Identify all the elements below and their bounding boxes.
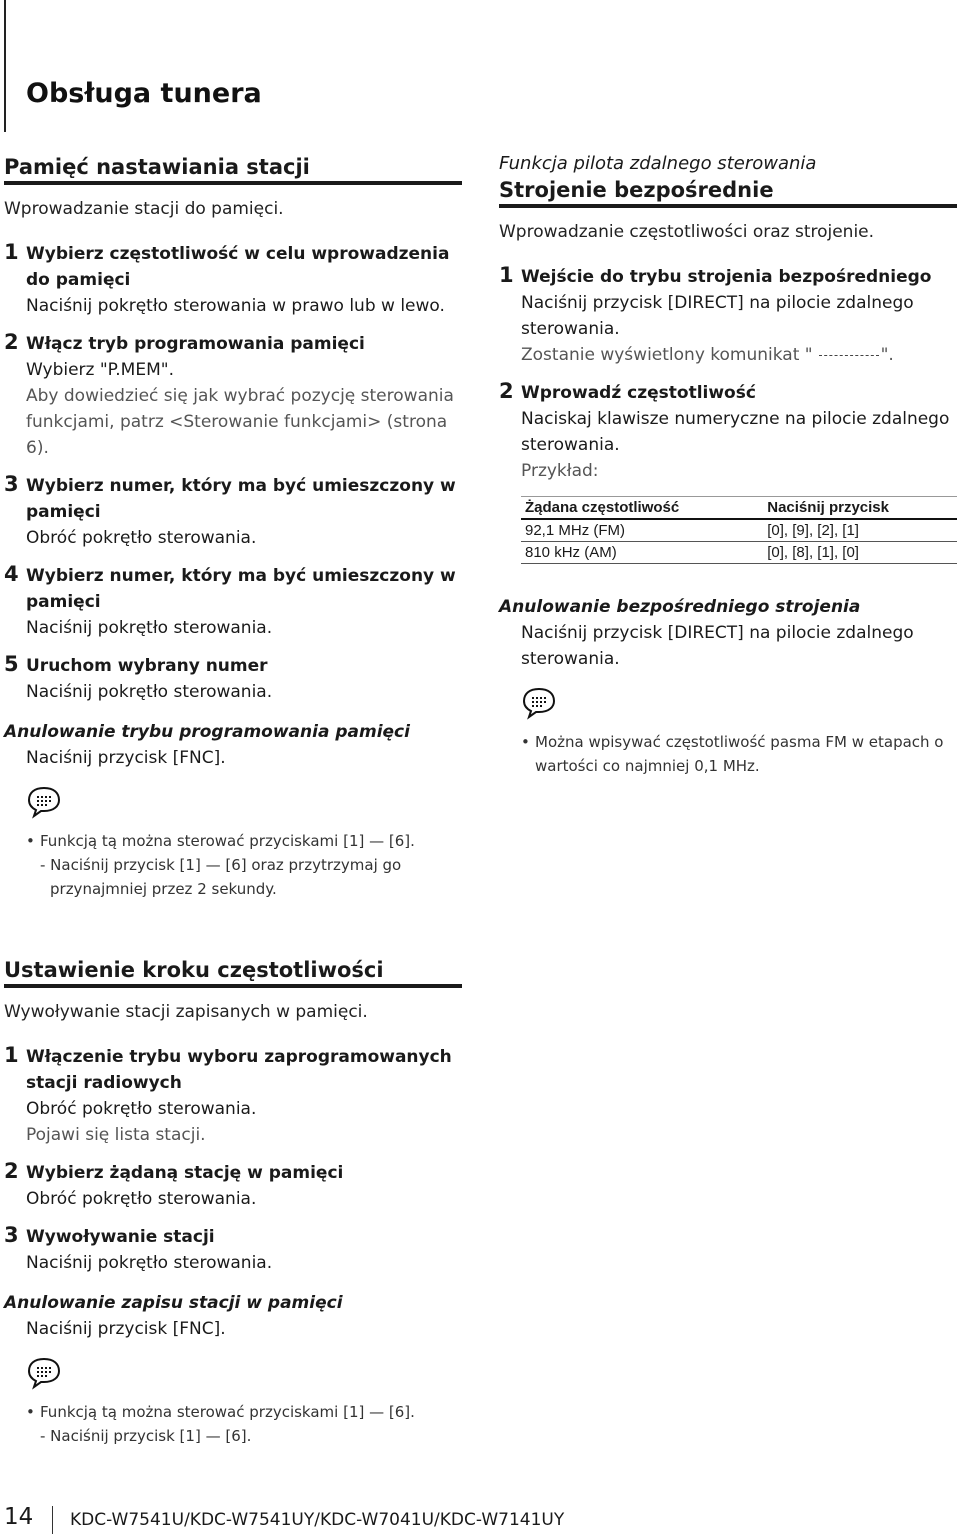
step-title: Wybierz żądaną stację w pamięci <box>26 1163 344 1183</box>
step-action: Obróć pokrętło sterowania. <box>26 1099 257 1119</box>
cancel-action: Naciśnij przycisk [FNC]. <box>26 748 226 768</box>
cancel-action: Naciśnij przycisk [DIRECT] na pilocie zdalnego sterowania. <box>521 623 914 669</box>
step <box>4 563 462 641</box>
step-action: Naciśnij pokrętło sterowania w prawo lub w lewo. <box>26 296 445 316</box>
note-item <box>4 1400 462 1424</box>
step-title: Wybierz częstotliwość w celu wprowadzenia do pamięci <box>26 244 450 290</box>
step-title: Uruchom wybrany numer <box>26 656 268 676</box>
table-header: Żądana częstotliwość <box>521 497 763 520</box>
step <box>4 1160 462 1212</box>
step-title: Wybierz numer, który ma być umieszczony w pamięci <box>26 476 456 522</box>
section-memory <box>4 155 462 901</box>
step-title: Wybierz numer, który ma być umieszczony w pamięci <box>26 566 456 612</box>
cancel-title: Anulowanie trybu programowania pamięci <box>4 722 410 742</box>
step-note-text: Zostanie wyświetlony komunikat " <box>521 345 813 365</box>
step-action: Naciśnij przycisk [DIRECT] na pilocie zdalnego sterowania. <box>521 293 914 339</box>
table-cell: 810 kHz (AM) <box>521 542 763 564</box>
step-note: Przykład: <box>521 461 599 481</box>
note-icon <box>26 1356 62 1390</box>
step-number: 5 <box>4 652 19 676</box>
cancel-title: Anulowanie bezpośredniego strojenia <box>499 597 861 617</box>
step <box>4 653 462 705</box>
step-note <box>521 342 957 368</box>
section-direct <box>499 153 957 778</box>
table-header-row <box>521 497 957 520</box>
frequency-table <box>521 496 957 564</box>
step-action: Obróć pokrętło sterowania. <box>26 528 257 548</box>
step <box>4 1224 462 1276</box>
step-number: 3 <box>4 472 19 496</box>
step-number: 1 <box>4 240 19 264</box>
section-heading: Ustawienie kroku częstotliwości <box>4 958 462 988</box>
step-number: 2 <box>4 330 19 354</box>
bullet: • <box>521 733 530 751</box>
step-number: 3 <box>4 1223 19 1247</box>
footer-divider <box>52 1506 53 1534</box>
bullet: • <box>26 1403 35 1421</box>
page-number: 14 <box>4 1504 34 1530</box>
step-action: Naciskaj klawisze numeryczne na pilocie zdalnego sterowania. <box>521 409 950 455</box>
step-note-tail: ". <box>880 345 894 365</box>
dash-placeholder <box>819 355 879 356</box>
note-text: Funkcją tą można sterować przyciskami [1] — [6]. <box>40 832 415 850</box>
step <box>4 473 462 551</box>
section-heading: Strojenie bezpośrednie <box>499 178 957 208</box>
margin-rule <box>4 0 6 132</box>
model-list: KDC-W7541U/KDC-W7541UY/KDC-W7041U/KDC-W7141UY <box>70 1510 565 1530</box>
step-number: 2 <box>4 1159 19 1183</box>
step-title: Wejście do trybu strojenia bezpośredniego <box>521 267 932 287</box>
note-item: - Naciśnij przycisk [1] — [6] oraz przytrzymaj go <box>40 856 402 874</box>
note-item: - Naciśnij przycisk [1] — [6]. <box>40 1427 252 1445</box>
note-item <box>499 730 957 754</box>
step-action: Naciśnij pokrętło sterowania. <box>26 682 273 702</box>
cancel-title: Anulowanie zapisu stacji w pamięci <box>4 1293 343 1313</box>
step <box>4 241 462 319</box>
table-cell: [0], [9], [2], [1] <box>763 519 957 542</box>
section-intro: Wprowadzanie częstotliwości oraz strojenie. <box>499 222 875 242</box>
step <box>4 331 462 461</box>
step-action: Obróć pokrętło sterowania. <box>26 1189 257 1209</box>
note-continuation: wartości co najmniej 0,1 MHz. <box>535 757 760 775</box>
step-note: Aby dowiedzieć się jak wybrać pozycję sterowania funkcjami, patrz <Sterowanie funkcjami> (strona 6). <box>26 386 454 458</box>
note-continuation: przynajmniej przez 2 sekundy. <box>50 880 277 898</box>
section-intro: Wprowadzanie stacji do pamięci. <box>4 199 284 219</box>
section-intro: Wywoływanie stacji zapisanych w pamięci. <box>4 1002 368 1022</box>
step-number: 1 <box>4 1043 19 1067</box>
note-item <box>4 829 462 853</box>
page-title: Obsługa tunera <box>26 78 262 109</box>
table-header: Naciśnij przycisk <box>763 497 957 520</box>
note-text: Można wpisywać częstotliwość pasma FM w etapach o <box>535 733 944 751</box>
step-title: Włącz tryb programowania pamięci <box>26 334 365 354</box>
cancel-action: Naciśnij przycisk [FNC]. <box>26 1319 226 1339</box>
note-icon <box>26 785 62 819</box>
step-title: Wywoływanie stacji <box>26 1227 215 1247</box>
step <box>4 1044 462 1148</box>
step-number: 4 <box>4 562 19 586</box>
step-action: Naciśnij pokrętło sterowania. <box>26 1253 273 1273</box>
step-title: Wprowadź częstotliwość <box>521 383 756 403</box>
step <box>499 380 957 484</box>
section-recall <box>4 958 462 1448</box>
step-action: Wybierz "P.MEM". <box>26 360 174 380</box>
step-action: Naciśnij pokrętło sterowania. <box>26 618 273 638</box>
section-heading: Pamięć nastawiania stacji <box>4 155 462 185</box>
section-subheading: Funkcja pilota zdalnego sterowania <box>499 153 817 174</box>
step-number: 1 <box>499 263 514 287</box>
table-row <box>521 519 957 542</box>
step-title: Włączenie trybu wyboru zaprogramowanych stacji radiowych <box>26 1047 452 1093</box>
table-row <box>521 542 957 564</box>
bullet: • <box>26 832 35 850</box>
step-number: 2 <box>499 379 514 403</box>
step <box>499 264 957 368</box>
table-cell: 92,1 MHz (FM) <box>521 519 763 542</box>
table-cell: [0], [8], [1], [0] <box>763 542 957 564</box>
note-text: Funkcją tą można sterować przyciskami [1] — [6]. <box>40 1403 415 1421</box>
step-note: Pojawi się lista stacji. <box>26 1125 206 1145</box>
note-icon <box>521 686 557 720</box>
